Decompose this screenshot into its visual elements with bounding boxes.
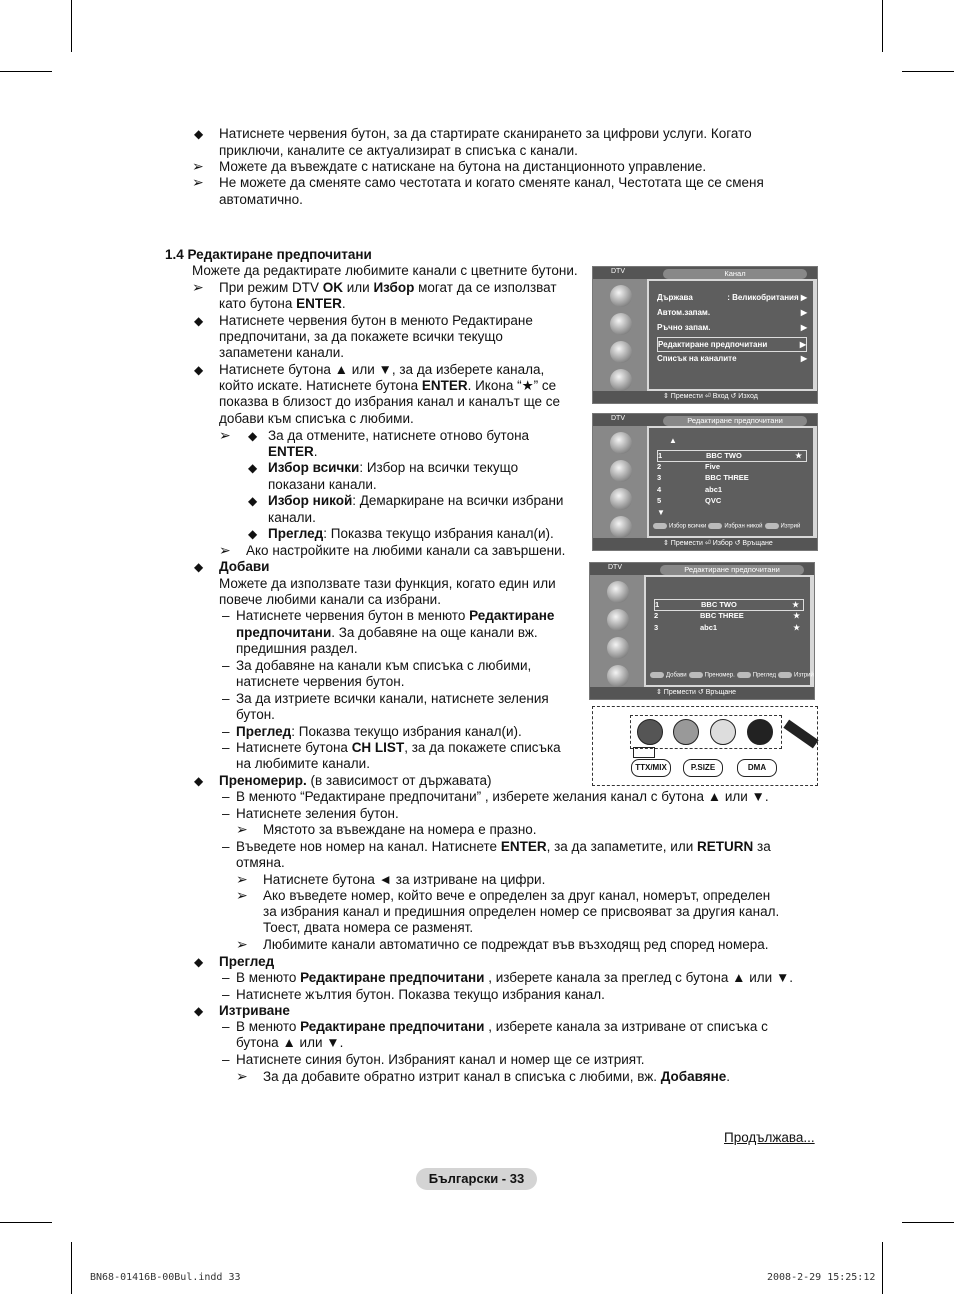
menu-row[interactable]: Автом.запам. ▶ bbox=[657, 308, 807, 317]
menu-panel bbox=[649, 281, 813, 389]
dash: – bbox=[222, 691, 230, 706]
body-text: В менюто Редактиране предпочитани , изберете канала за изтриване от списъка с bbox=[236, 1019, 768, 1034]
screen-footer: ⇕ Премести ↺ Връщане bbox=[590, 687, 814, 699]
note-arrow-icon: ➢ bbox=[236, 1069, 248, 1085]
note-text: като бутона ENTER. bbox=[219, 296, 346, 311]
section-title: 1.4 Редактиране предпочитани bbox=[165, 247, 372, 262]
dtv-label: DTV bbox=[611, 268, 625, 275]
channel-row[interactable]: 3 abc1 ★ bbox=[654, 623, 800, 632]
body-text: запаметени канали. bbox=[219, 345, 344, 360]
body-text: За добавяне на канали към списъка с любими, bbox=[236, 658, 532, 673]
body-text: В менюто “Редактиране предпочитани” , изберете желания канал с бутона ▲ или ▼. bbox=[236, 789, 769, 804]
dash: – bbox=[222, 789, 230, 804]
note-arrow-icon: ➢ bbox=[219, 428, 231, 444]
sound-icon bbox=[607, 609, 629, 631]
note-arrow-icon: ➢ bbox=[236, 822, 248, 838]
bullet-icon: ◆ bbox=[194, 363, 204, 377]
tv-menu-screen-fav-edit bbox=[592, 413, 818, 551]
body-text: бутона ▲ или ▼. bbox=[236, 1035, 344, 1050]
dash: – bbox=[222, 987, 230, 1002]
body-text: на любимите канали. bbox=[236, 756, 370, 771]
channel-row-selected[interactable]: 1 BBC TWO ★ bbox=[657, 450, 807, 462]
note-text: За да добавите обратно изтрит канал в списъка с любими, вж. Добавяне. bbox=[263, 1069, 731, 1084]
note-arrow-icon: ➢ bbox=[192, 159, 204, 175]
body-text: показани канали. bbox=[268, 477, 377, 492]
body-text: отмяна. bbox=[236, 855, 285, 870]
yellow-button-icon bbox=[737, 672, 751, 678]
bullet-icon: ◆ bbox=[248, 494, 258, 508]
bullet-icon: ◆ bbox=[194, 560, 204, 574]
screen-sidebar bbox=[593, 426, 647, 538]
body-text: За да изтриете всички канали, натиснете зеления bbox=[236, 691, 549, 706]
body-text: Преглед: Показва текущо избрания канал(и). bbox=[268, 526, 554, 541]
blue-button[interactable] bbox=[747, 719, 773, 745]
setup-icon bbox=[610, 488, 632, 510]
body-text: показва в близост до избрания канал и каналът ще се bbox=[219, 394, 561, 409]
sound-icon bbox=[610, 460, 632, 482]
bullet-icon: ◆ bbox=[194, 955, 204, 969]
red-button-icon bbox=[653, 523, 667, 529]
subsection-title: Преномерир. (в зависимост от държавата) bbox=[219, 773, 492, 788]
body-text: предишния раздел. bbox=[236, 641, 358, 656]
tv-menu-screen-channel bbox=[592, 266, 818, 404]
ttx-mix-button[interactable]: TTX/MIX bbox=[631, 759, 671, 777]
channel-row[interactable]: 4 abc1 bbox=[657, 485, 723, 494]
body-text: добави към списъка с любими. bbox=[219, 411, 414, 426]
screen-footer: ⇕ Премести ⏎ Избор ↺ Връщане bbox=[593, 538, 817, 550]
scroll-down-icon: ▼ bbox=[657, 508, 665, 517]
section-desc: Можете да редактирате любимите канали с цветните бутони. bbox=[192, 263, 578, 278]
channel-icon bbox=[610, 516, 632, 538]
note-text: Мястото за въвеждане на номера е празно. bbox=[263, 822, 537, 837]
body-text: Натиснете червения бутон в менюто Редактиране bbox=[236, 608, 555, 623]
screen-title: Редактиране предпочитани bbox=[663, 416, 807, 426]
note-arrow-icon: ➢ bbox=[236, 937, 248, 953]
channel-row-selected[interactable]: 1 BBC TWO ★ bbox=[654, 599, 804, 611]
bullet-icon: ◆ bbox=[248, 429, 258, 443]
red-button[interactable] bbox=[637, 719, 663, 745]
body-text: Натиснете червения бутон в менюто Редактиране bbox=[219, 313, 533, 328]
crop-mark bbox=[882, 0, 883, 52]
body-text: Въведете нов номер на канал. Натиснете ENTER, за да запаметите, или RETURN за bbox=[236, 839, 771, 854]
menu-row[interactable]: Списък на каналите ▶ bbox=[657, 354, 807, 363]
dash: – bbox=[222, 970, 230, 985]
crop-mark bbox=[0, 71, 52, 72]
menu-panel bbox=[646, 577, 814, 685]
green-button-icon bbox=[708, 523, 722, 529]
body-text: В менюто Редактиране предпочитани , изберете канала за преглед с бутона ▲ или ▼. bbox=[236, 970, 794, 985]
note-arrow-icon: ➢ bbox=[236, 872, 248, 888]
body-text: Преглед: Показва текущо избрания канал(и). bbox=[236, 724, 522, 739]
bullet-icon: ◆ bbox=[194, 314, 204, 328]
bullet-icon: ◆ bbox=[194, 127, 204, 141]
pointer-hand-icon bbox=[783, 720, 818, 749]
dash: – bbox=[222, 1052, 230, 1067]
screen-sidebar bbox=[593, 279, 647, 391]
tv-menu-screen-fav-list bbox=[589, 562, 815, 700]
body-text: Можете да използвате тази функция, когато един или bbox=[219, 576, 556, 591]
footer-file: BN68-01416B-00Bul.indd 33 bbox=[90, 1272, 241, 1283]
teletext-icon bbox=[633, 747, 655, 758]
body-text: натиснете червения бутон. bbox=[236, 674, 405, 689]
body-text: ENTER. bbox=[268, 444, 318, 459]
bullet-icon: ◆ bbox=[248, 461, 258, 475]
bullet-icon: ◆ bbox=[194, 774, 204, 788]
body-text: Натиснете жълтия бутон. Показва текущо избрания канал. bbox=[236, 987, 605, 1002]
blue-button-icon bbox=[778, 672, 792, 678]
intro-text: Не можете да сменяте само честотата и когато сменяте канал, Честотата ще се сменя bbox=[219, 175, 764, 190]
screen-title: Канал bbox=[663, 269, 807, 279]
intro-text: автоматично. bbox=[219, 192, 303, 207]
bullet-icon: ◆ bbox=[248, 527, 258, 541]
dash: – bbox=[222, 724, 230, 739]
note-text: Ако въведете номер, който вече е определен за друг канал, номерът, определен bbox=[263, 888, 771, 903]
crop-mark bbox=[882, 1242, 883, 1294]
body-text: Натиснете бутона ▲ или ▼, за да изберете канала, bbox=[219, 362, 545, 377]
note-text: Тоест, двата номера се разменят. bbox=[263, 920, 474, 935]
note-text: Ако настройките на любими канали са завършени. bbox=[246, 543, 566, 558]
dtv-label: DTV bbox=[611, 415, 625, 422]
menu-panel bbox=[649, 428, 813, 536]
continued-link[interactable]: Продължава... bbox=[724, 1130, 815, 1145]
p-size-button[interactable]: P.SIZE bbox=[683, 759, 723, 777]
body-text: Натиснете бутона CH LIST, за да покажете списъка bbox=[236, 740, 561, 755]
body-text: предпочитани. За добавяне на още канали вж. bbox=[236, 625, 538, 640]
body-text: Избор всички: Избор на всички текущо bbox=[268, 460, 519, 475]
body-text: повече любими канали са избрани. bbox=[219, 592, 441, 607]
crop-mark bbox=[71, 1242, 72, 1294]
dash: – bbox=[222, 839, 230, 854]
crop-mark bbox=[0, 1222, 52, 1223]
body-text: Натиснете синия бутон. Избраният канал и номер ще се изтрият. bbox=[236, 1052, 645, 1067]
crop-mark bbox=[902, 1222, 954, 1223]
note-arrow-icon: ➢ bbox=[219, 543, 231, 559]
channel-row[interactable]: 3 BBC THREE bbox=[657, 473, 749, 482]
body-text: За да отмените, натиснете отново бутона bbox=[268, 428, 530, 443]
channel-icon bbox=[607, 665, 629, 687]
intro-text: приключи, каналите се актуализират в списъка с канали. bbox=[219, 143, 578, 158]
note-text: Любимите канали автоматично се подреждат във възходящ ред според номера. bbox=[263, 937, 769, 952]
setup-icon bbox=[610, 341, 632, 363]
dash: – bbox=[222, 658, 230, 673]
crop-mark bbox=[71, 0, 72, 52]
picture-icon bbox=[610, 285, 632, 307]
dash: – bbox=[222, 740, 230, 755]
body-text: бутон. bbox=[236, 707, 275, 722]
menu-row[interactable]: Държава : Великобритания ▶ bbox=[657, 293, 807, 302]
menu-row[interactable]: Ръчно запам. ▶ bbox=[657, 323, 807, 332]
remote-illustration bbox=[592, 706, 818, 786]
subsection-title: Добави bbox=[219, 559, 270, 574]
footer-date: 2008-2-29 15:25:12 bbox=[767, 1272, 876, 1283]
picture-icon bbox=[607, 581, 629, 603]
dash: – bbox=[222, 806, 230, 821]
subsection-title: Преглед bbox=[219, 954, 275, 969]
color-button-legend: Добави Преномер. Преглед Изтрий bbox=[648, 672, 808, 679]
sound-icon bbox=[610, 313, 632, 335]
crop-mark bbox=[902, 71, 954, 72]
channel-row[interactable]: 2 BBC THREE ★ bbox=[654, 611, 800, 620]
body-text: канали. bbox=[268, 510, 316, 525]
menu-row-selected[interactable]: Редактиране предпочитани ▶ bbox=[657, 337, 807, 352]
setup-icon bbox=[607, 637, 629, 659]
screen-title: Редактиране предпочитани bbox=[660, 565, 804, 575]
channel-row[interactable]: 5 QVC bbox=[657, 496, 722, 505]
green-button[interactable] bbox=[673, 719, 699, 745]
subsection-title: Изтриване bbox=[219, 1003, 290, 1018]
channel-icon bbox=[610, 369, 632, 391]
green-button-icon bbox=[689, 672, 703, 678]
body-text: Избор никой: Демаркиране на всички избрани bbox=[268, 493, 564, 508]
dtv-label: DTV bbox=[608, 564, 622, 571]
yellow-button[interactable] bbox=[710, 719, 736, 745]
red-button-icon bbox=[650, 672, 664, 678]
body-text: Натиснете зеления бутон. bbox=[236, 806, 399, 821]
note-arrow-icon: ➢ bbox=[192, 175, 204, 191]
note-text: Натиснете бутона ◄ за изтриване на цифри. bbox=[263, 872, 546, 887]
picture-icon bbox=[610, 432, 632, 454]
dash: – bbox=[222, 608, 230, 623]
color-button-legend: Избор всички Избран никой Изтрий bbox=[651, 523, 811, 530]
dash: – bbox=[222, 1019, 230, 1034]
channel-row[interactable]: 2 Five bbox=[657, 462, 721, 471]
body-text: който искате. Натиснете бутона ENTER. Икона “★” се bbox=[219, 378, 557, 393]
note-arrow-icon: ➢ bbox=[192, 280, 204, 296]
scroll-up-icon: ▲ bbox=[669, 436, 677, 445]
blue-button-icon bbox=[765, 523, 779, 529]
body-text: предпочитани, за да покажете всички текущо bbox=[219, 329, 503, 344]
screen-footer: ⇕ Премести ⏎ Вход ↺ Изход bbox=[593, 391, 817, 403]
note-text: за избрания канал и предишния определен номер се присвояват за другия канал. bbox=[263, 904, 780, 919]
note-arrow-icon: ➢ bbox=[236, 888, 248, 904]
page-number-badge: Български - 33 bbox=[416, 1168, 537, 1190]
dma-button[interactable]: DMA bbox=[737, 759, 777, 777]
note-text: При режим DTV OK или Избор могат да се използват bbox=[219, 280, 557, 295]
screen-sidebar bbox=[590, 575, 644, 687]
bullet-icon: ◆ bbox=[194, 1004, 204, 1018]
intro-text: Можете да въвеждате с натискане на бутона на дистанционното управление. bbox=[219, 159, 707, 174]
intro-text: Натиснете червения бутон, за да стартирате сканирането за цифрови услуги. Когато bbox=[219, 126, 752, 141]
